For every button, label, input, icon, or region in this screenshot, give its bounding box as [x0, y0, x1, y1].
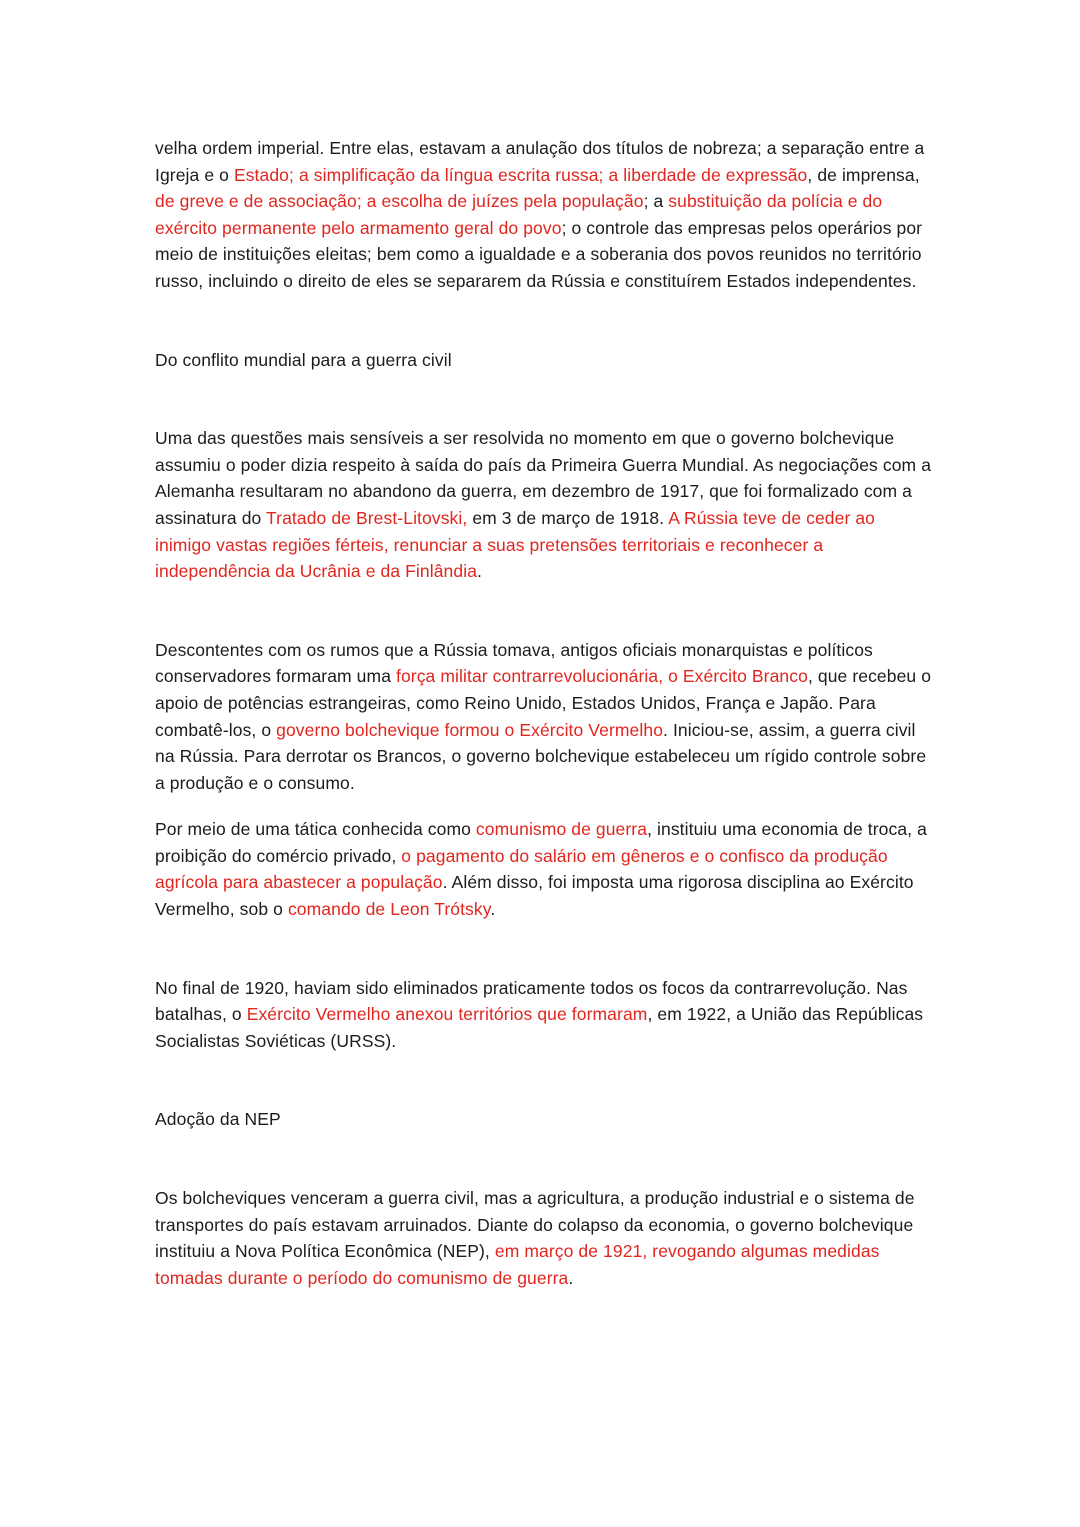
text-run: , em 1922, a União das Repúblicas Socialistas Soviéticas (URSS). — [155, 1004, 924, 1051]
text-run: Adoção da NEP — [155, 1109, 281, 1130]
text-run: Uma das questões mais sensíveis a ser resolvida no momento em que o governo bolchevique assumiu o poder dizia respeito à saída do país da Primeira Guerra Mundial. As negociações com a Alemanha resultaram no abandono da guerra, em dezembro de 1917, que foi formalizado com a assinatura do — [155, 428, 932, 528]
highlighted-text-run: Exército Vermelho anexou territórios que formaram — [246, 1004, 648, 1025]
highlighted-text-run: A Rússia teve de ceder ao inimigo vastas regiões férteis, renunciar a suas pretensões territoriais e reconhecer a independência da Ucrânia e da Finlândia — [155, 507, 876, 582]
text-run: , que recebeu o apoio de potências estrangeiras, como Reino Unido, Estados Unidos, França e Japão. Para combatê-los, o — [155, 666, 932, 740]
text-run: em 3 de março de 1918. — [467, 507, 669, 528]
text-run: Os bolcheviques venceram a guerra civil, mas a agricultura, a produção industrial e o sistema de transportes do país estavam arruinados. Diante do colapso da economia, o governo bolchevique instituiu a Nova Política Econômica (NEP), — [155, 1188, 915, 1262]
text-run: Do conflito mundial para a guerra civil — [155, 349, 452, 370]
highlighted-text-run: de greve e de associação; a escolha de juízes pela população — [155, 191, 644, 212]
paragraph — [155, 975, 932, 1055]
highlighted-text-run: força militar contrarrevolucionária, o Exército Branco — [395, 666, 808, 687]
highlighted-text-run: comunismo de guerra — [475, 819, 648, 840]
paragraph — [155, 816, 932, 922]
paragraph — [155, 425, 932, 585]
text-run: . Além disso, foi imposta uma rigorosa disciplina ao Exército Vermelho, sob o — [155, 872, 914, 920]
text-run: ; o controle das empresas pelos operários por meio de instituições eleitas; bem como a igualdade e a soberania dos povos reunidos no território russo, incluindo o direito de eles se separarem da Rússia e constituírem Estados independentes. — [155, 217, 923, 291]
text-run: No final de 1920, haviam sido eliminados praticamente todos os focos da contrarrevolução. Nas batalhas, o — [155, 977, 908, 1025]
highlighted-text-run: o pagamento do salário em gêneros e o confisco da produção agrícola para abastecer a população — [155, 845, 888, 893]
section-heading — [155, 1106, 932, 1133]
paragraph — [155, 135, 932, 295]
highlighted-text-run: em março de 1921, revogando algumas medidas tomadas durante o período do comunismo de guerra — [155, 1241, 880, 1288]
text-run: . — [568, 1267, 574, 1288]
paragraph — [155, 1185, 932, 1291]
text-run: . — [477, 561, 483, 582]
text-run: velha ordem imperial. Entre elas, estavam a anulação dos títulos de nobreza; a separação entre a Igreja e o — [155, 138, 925, 185]
text-run: , instituiu uma economia de troca, a proibição do comércio privado, — [155, 819, 927, 866]
highlighted-text-run: substituição da polícia e do exército permanente pelo armamento geral do povo — [155, 191, 883, 238]
text-run: , de imprensa, — [807, 164, 920, 185]
section-heading — [155, 347, 932, 374]
text-run: ; a — [643, 191, 669, 212]
highlighted-text-run: Tratado de Brest-Litovski, — [266, 507, 468, 528]
text-run: Por meio de uma tática conhecida como — [155, 819, 476, 840]
highlighted-text-run: governo bolchevique formou o Exército Vermelho — [276, 719, 664, 740]
highlighted-text-run: Estado; a simplificação da língua escrita russa; a liberdade de expressão — [233, 164, 808, 185]
text-run: . Iniciou-se, assim, a guerra civil na Rússia. Para derrotar os Brancos, o governo bolchevique estabeleceu um rígido controle sobre a produção e o consumo. — [155, 719, 927, 793]
paragraph — [155, 637, 932, 797]
text-run: Descontentes com os rumos que a Rússia tomava, antigos oficiais monarquistas e políticos conservadores formaram uma — [155, 639, 873, 687]
highlighted-text-run: comando de Leon Trótsky — [287, 899, 491, 920]
text-run: . — [490, 899, 496, 920]
